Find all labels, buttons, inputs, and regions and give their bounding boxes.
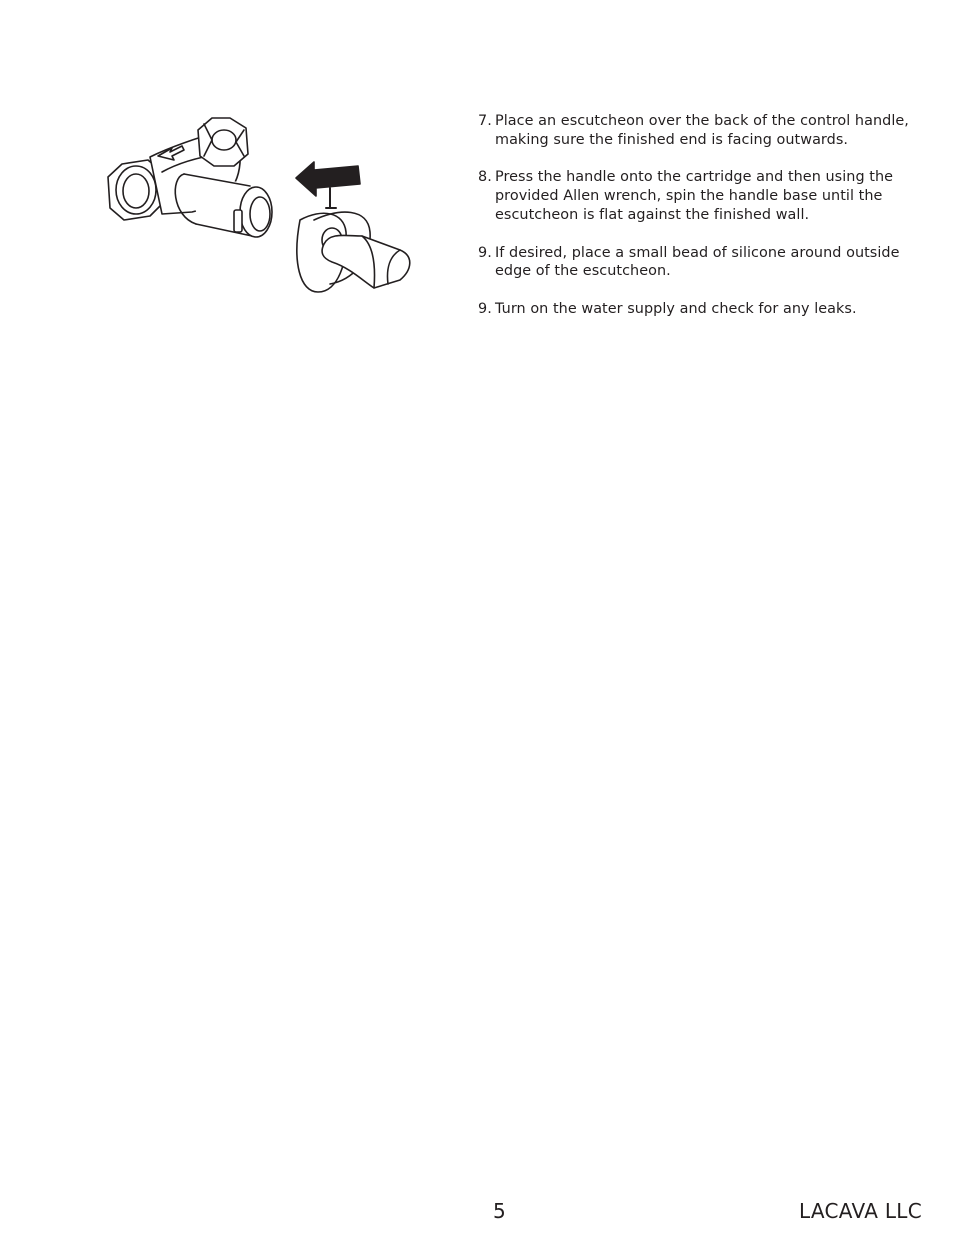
valve-handle-illustration: [100, 112, 420, 302]
step-7: [478, 112, 928, 150]
step-text: Press the handle onto the cartridge and then using the provided Allen wrench, spin the handle base until the escutcheon is flat against the finished wall.: [495, 169, 894, 223]
step-number: 7.: [478, 113, 492, 129]
step-8: [478, 168, 928, 224]
valve-handle-icon: [100, 112, 420, 302]
step-number: 9.: [478, 244, 492, 261]
step-9-water: [478, 300, 928, 319]
step-text: Place an escutcheon over the back of the control handle, making sure the finished end is facing outwards.: [495, 113, 909, 148]
page-number: 5: [493, 1199, 506, 1223]
step-number: 8.: [478, 169, 492, 186]
step-text: If desired, place a small bead of silicone around outside edge of the escutcheon.: [495, 244, 900, 280]
step-text: Turn on the water supply and check for any leaks.: [495, 300, 857, 317]
instruction-steps: [478, 112, 928, 338]
company-name: LACAVA LLC: [799, 1199, 922, 1223]
step-9-silicone: [478, 244, 928, 282]
step-number: 9.: [478, 300, 492, 317]
